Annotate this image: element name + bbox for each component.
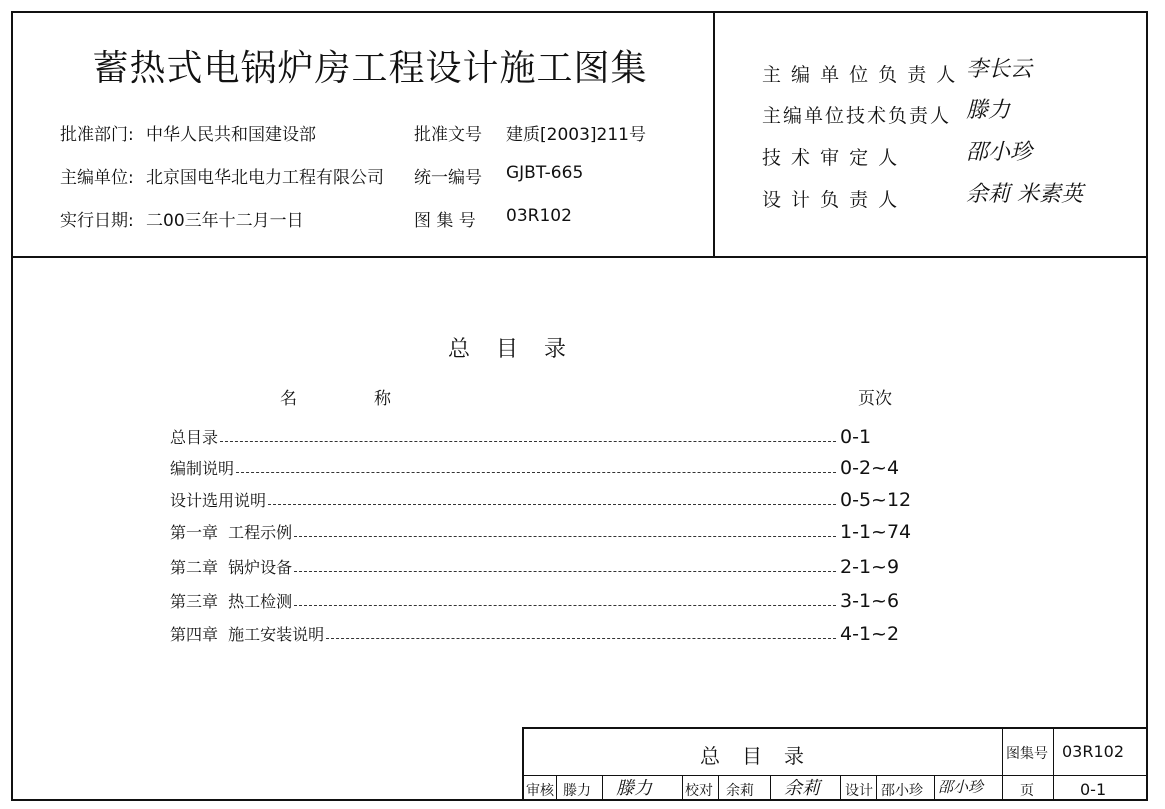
title-block-atlas-no-label: 图集号	[1006, 746, 1048, 762]
leader-dots	[294, 536, 836, 537]
page-number: 0-1	[1080, 780, 1107, 799]
cell-sep	[556, 775, 557, 801]
approval-dept: 中华人民共和国建设部	[146, 125, 316, 145]
review-signature: 滕力	[616, 778, 652, 799]
toc-item-page: 4-1~2	[840, 623, 900, 645]
toc-item-chapter-3[interactable]	[170, 588, 930, 612]
design-name: 邵小珍	[881, 783, 923, 799]
toc-item-page: 1-1~74	[840, 521, 912, 543]
toc-item-page: 0-1	[840, 426, 872, 448]
toc-item-chapter-2[interactable]	[170, 554, 930, 578]
signature-tech-review: 邵小珍	[966, 140, 1033, 165]
check-signature: 余莉	[784, 778, 820, 799]
toc-item-page: 2-1~9	[840, 556, 900, 578]
toc-item-page: 0-2~4	[840, 457, 900, 479]
responsible-role-tech-review: 技 术 审 定 人	[762, 147, 900, 169]
atlas-title: 蓄热式电锅炉房工程设计施工图集	[92, 48, 648, 89]
unified-no: GJBT-665	[506, 163, 584, 183]
check-name: 余莉	[726, 783, 754, 799]
atlas-no: 03R102	[506, 206, 572, 226]
responsible-role-design-head: 设 计 负 责 人	[762, 189, 900, 211]
page-label: 页	[1020, 783, 1034, 799]
header-vertical-divider	[713, 11, 715, 257]
toc-item-page: 0-5~12	[840, 489, 912, 511]
toc-item-compilation-notes[interactable]	[170, 455, 930, 479]
leader-dots	[220, 441, 836, 442]
leader-dots	[236, 472, 836, 473]
approval-doc: 建质[2003]211号	[506, 125, 646, 145]
design-label: 设计	[845, 783, 873, 799]
title-block-title: 总目录	[700, 744, 826, 768]
toc-item-page: 3-1~6	[840, 590, 900, 612]
approval-doc-label: 批准文号	[414, 125, 482, 145]
unified-no-label: 统一编号	[414, 168, 482, 188]
leader-dots	[294, 571, 836, 572]
approval-dept-label: 批准部门:	[60, 125, 134, 145]
cell-sep	[682, 775, 683, 801]
toc-item-name: 第三章 热工检测	[170, 592, 293, 611]
title-block-left	[522, 727, 524, 801]
cell-sep	[840, 775, 841, 801]
review-name: 滕力	[563, 783, 591, 799]
toc-item-name: 第一章 工程示例	[170, 523, 293, 542]
editor-unit: 北京国电华北电力工程有限公司	[146, 168, 384, 188]
cell-sep	[770, 775, 771, 801]
title-block-top	[522, 727, 1148, 729]
toc-col-page: 页次	[858, 389, 892, 409]
editor-unit-label: 主编单位:	[60, 168, 134, 188]
header-divider	[11, 256, 1148, 258]
review-label: 审核	[526, 783, 554, 799]
title-block-atlas-no: 03R102	[1062, 742, 1125, 761]
toc-item-design-selection-notes[interactable]	[170, 487, 930, 511]
cell-sep	[602, 775, 603, 801]
toc-item-name: 第二章 锅炉设备	[170, 558, 293, 577]
design-signature: 邵小珍	[938, 778, 984, 796]
cell-sep	[934, 775, 935, 801]
leader-dots	[294, 605, 836, 606]
signature-editor-head: 李长云	[966, 57, 1033, 82]
toc-title: 总目录	[447, 337, 592, 362]
toc-item-chapter-1[interactable]	[170, 519, 930, 543]
effective-date-label: 实行日期:	[60, 211, 134, 231]
toc-item-name: 第四章 施工安装说明	[170, 625, 325, 644]
toc-item-name: 总目录	[170, 428, 219, 447]
toc-item-name: 编制说明	[170, 459, 235, 478]
atlas-no-label: 图 集 号	[414, 211, 476, 231]
toc-item-chapter-4[interactable]	[170, 621, 930, 645]
leader-dots	[326, 638, 836, 639]
toc-item-general-index[interactable]	[170, 424, 930, 448]
cell-sep	[876, 775, 877, 801]
cell-sep	[718, 775, 719, 801]
responsible-role-editor-head: 主 编 单 位 负 责 人	[762, 64, 958, 86]
effective-date: 二00三年十二月一日	[146, 211, 304, 231]
check-label: 校对	[685, 783, 713, 799]
responsible-role-tech-head: 主编单位技术负责人	[762, 105, 952, 127]
toc-item-name: 设计选用说明	[170, 491, 267, 510]
signature-tech-head: 滕力	[966, 98, 1011, 123]
leader-dots	[268, 504, 836, 505]
title-block-atlas-sep	[1002, 727, 1003, 801]
title-block-atlas-val-sep	[1053, 727, 1054, 801]
signature-design-head: 余莉 米素英	[966, 182, 1083, 207]
toc-col-name: 名 称	[280, 389, 421, 409]
